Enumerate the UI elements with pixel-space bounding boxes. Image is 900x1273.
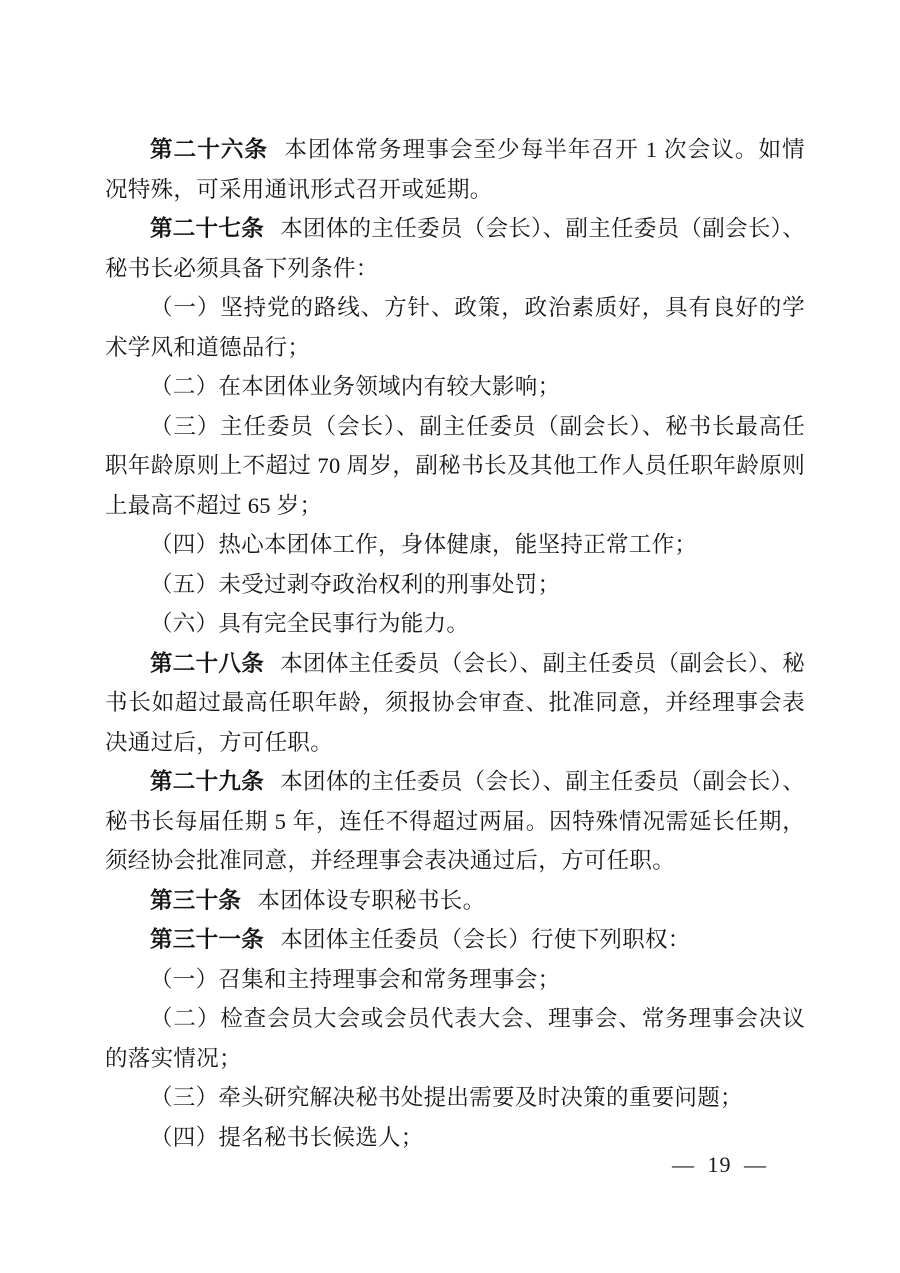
paragraph-text: （一）坚持党的路线、方针、政策，政治素质好，具有良好的学术学风和道德品行； — [105, 295, 805, 360]
paragraph — [105, 407, 805, 526]
paragraph — [105, 367, 805, 407]
paragraph — [105, 960, 805, 1000]
document-body — [105, 130, 805, 1157]
paragraph-text: 本团体主任委员（会长）行使下列职权： — [280, 927, 691, 952]
paragraph-text: （六）具有完全民事行为能力。 — [150, 611, 470, 636]
paragraph-text: （二）在本团体业务领域内有较大影响； — [150, 374, 561, 399]
paragraph — [105, 130, 805, 209]
article-number: 第二十八条 — [150, 650, 265, 676]
paragraph-text: （三）主任委员（会长）、副主任委员（副会长）、秘书长最高任职年龄原则上不超过 70 周岁，副秘书长及其他工作人员任职年龄原则上最高不超过 65 岁； — [105, 413, 805, 518]
article-number: 第三十一条 — [150, 927, 265, 952]
paragraph-text: （四）热心本团体工作，身体健康，能坚持正常工作； — [150, 532, 698, 557]
article-number: 第三十条 — [150, 887, 242, 913]
paragraph — [105, 525, 805, 565]
paragraph — [105, 288, 805, 367]
paragraph-text: 本团体常务理事会至少每半年召开 1 次会议。如情况特殊，可采用通讯形式召开或延期。 — [105, 137, 805, 202]
paragraph-text: （五）未受过剥夺政治权利的刑事处罚； — [150, 571, 561, 597]
paragraph — [105, 1078, 805, 1118]
paragraph-text: 本团体的主任委员（会长）、副主任委员（副会长）、秘书长必须具备下列条件： — [105, 216, 805, 281]
paragraph — [105, 920, 805, 960]
paragraph — [105, 762, 805, 881]
paragraph-text: 本团体主任委员（会长）、副主任委员（副会长）、秘书长如超过最高任职年龄，须报协会审查、批准同意，并经理事会表决通过后，方可任职。 — [105, 650, 805, 755]
paragraph-text: （二）检查会员大会或会员代表大会、理事会、常务理事会决议的落实情况； — [105, 1006, 805, 1071]
paragraph — [105, 209, 805, 288]
paragraph-text: （一）召集和主持理事会和常务理事会； — [150, 966, 561, 992]
paragraph-text: （三）牵头研究解决秘书处提出需要及时决策的重要问题； — [150, 1085, 743, 1110]
paragraph-text: （四）提名秘书长候选人； — [150, 1124, 424, 1150]
paragraph — [105, 881, 805, 921]
page-footer — [672, 1150, 767, 1180]
paragraph — [105, 999, 805, 1078]
article-number: 第二十七条 — [150, 216, 265, 241]
paragraph-text: 本团体设专职秘书长。 — [257, 887, 486, 913]
paragraph — [105, 604, 805, 644]
article-number: 第二十九条 — [150, 769, 265, 794]
paragraph — [105, 565, 805, 605]
article-number: 第二十六条 — [150, 137, 269, 162]
paragraph-text: 本团体的主任委员（会长）、副主任委员（副会长）、秘书长每届任期 5 年，连任不得超过两届。因特殊情况需延长任期，须经协会批准同意，并经理事会表决通过后，方可任职。 — [105, 769, 805, 873]
paragraph — [105, 644, 805, 763]
page-number: — 19 — — [672, 1152, 767, 1177]
